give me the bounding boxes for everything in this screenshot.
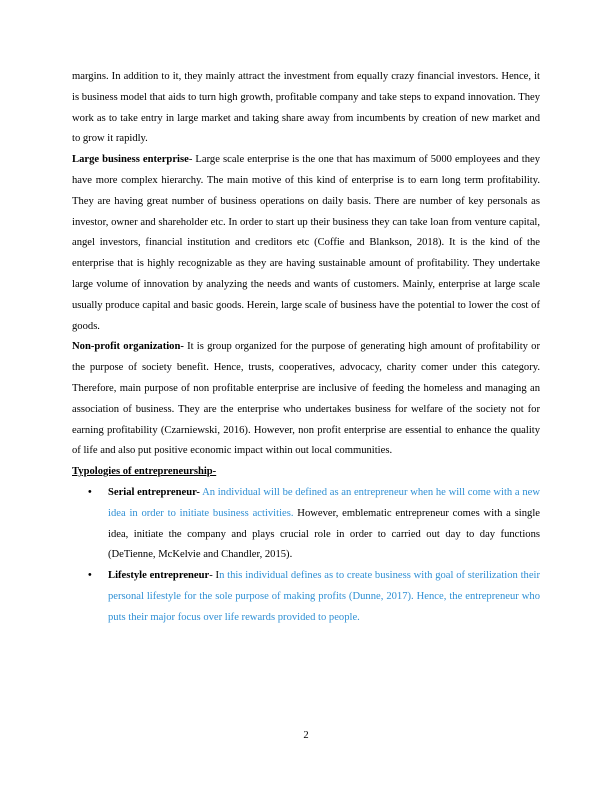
term-lifestyle: Lifestyle entrepreneur <box>108 570 210 582</box>
typology-list <box>72 483 540 629</box>
bullet-icon: • <box>88 570 92 582</box>
section-heading: Typologies of entrepreneurship- <box>72 466 217 478</box>
serial-text: However, emblematic entrepreneur comes with a single idea, initiate the company and plays crucial role in order to carried out day to day functions (DeTienne, McKelvie and Chandler, 2015). <box>108 507 540 561</box>
serial-blue-text: An individual will be defined as an entrepreneur when he will come with a new idea in order to initiate business activities. <box>108 486 540 519</box>
paragraph-large-business <box>72 150 540 337</box>
bullet-icon: • <box>88 486 92 498</box>
large-business-text: - Large scale enterprise is the one that has maximum of 5000 employees and they have more complex hierarchy. The main motive of this kind of enterprise is to earn long term profitability. They are having great number of business operations on daily basis. There are number of key personals as investor, owner and shareholder etc. In order to start up their business they can take loan from venture capital, angel investors, financial institution and creditors etc (Coffie and Blankson, 2018). It is the kind of the enterprise that is highly recognizable as they are having sustainable amount of profitability. They undertake large volume of innovation by analyzing the needs and wants of customers. Mainly, enterprise at large scale usually produce capital and basic goods. Herein, large scale of business have the potential to lower the cost of goods. <box>72 154 541 332</box>
term-serial: Serial entrepreneur- <box>108 486 200 498</box>
term-non-profit: Non-profit organization- <box>72 341 184 353</box>
page-number: 2 <box>303 730 309 741</box>
paragraph-intro <box>72 67 540 150</box>
paragraph-non-profit <box>72 337 540 462</box>
paragraph-intro-text: margins. In addition to it, they mainly attract the investment from equally crazy financial investors. Hence, it is business model that aids to turn high growth, profitable company and take steps to expand innovation. They work as to take entry in large market and taking share away from incumbents by creation of new market and to grow it rapidly. <box>72 71 540 145</box>
page-body <box>72 67 540 629</box>
lifestyle-blue-text: n this individual defines as to create business with goal of sterilization their personal lifestyle for the sole purpose of making profits (Dunne, 2017). Hence, the entrepreneur who puts their major focus over life rewards provided to people. <box>108 570 540 623</box>
non-profit-text: It is group organized for the purpose of generating high amount of profitability or the purpose of society benefit. Hence, trusts, cooperatives, advocacy, charity comer under this category. Therefore, main purpose of non profitable enterprise are inclusive of feeding the homeless and managing an association of business. They are the enterprise who undertakes business for welfare of the society not for earning profitability (Czarniewski, 2016). However, non profit enterprise are essential to enhance the quality of life and also put positive economic impact within out local communities. <box>72 341 541 457</box>
term-large-business: Large business enterprise <box>72 154 189 166</box>
lifestyle-dash-text: - I <box>209 570 220 582</box>
list-item-serial <box>72 483 540 566</box>
list-item-lifestyle <box>72 566 540 628</box>
